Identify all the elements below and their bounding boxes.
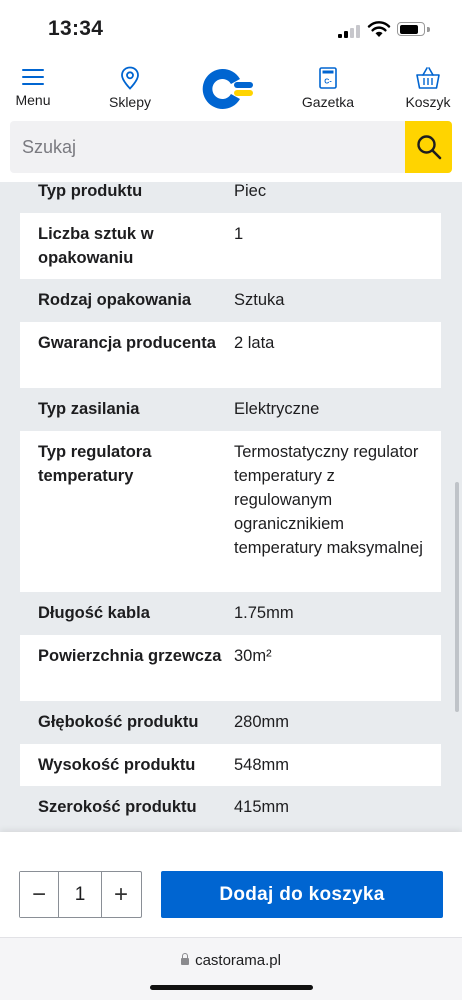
leaflet-button[interactable]	[300, 66, 356, 110]
spec-row	[20, 279, 441, 322]
spec-row	[20, 744, 441, 786]
stores-label: Sklepy	[108, 94, 152, 110]
spec-row	[20, 182, 441, 212]
spec-key: Gwarancja producenta	[38, 334, 216, 352]
spec-row	[20, 431, 441, 592]
spec-value: Sztuka	[234, 291, 285, 309]
spec-key: Szerokość produktu	[38, 798, 197, 816]
spec-row	[20, 701, 441, 744]
home-indicator	[150, 985, 313, 990]
spec-value: 2 lata	[234, 334, 275, 352]
spec-row	[20, 635, 441, 701]
decrease-quantity-button[interactable]	[20, 872, 58, 917]
minus-icon: −	[31, 880, 46, 908]
spec-row	[20, 592, 441, 635]
cart-button[interactable]	[403, 66, 453, 110]
spec-value: 1.75mm	[234, 604, 294, 622]
status-time: 13:34	[48, 17, 104, 40]
stores-button[interactable]	[106, 66, 154, 110]
spec-key: Typ regulatora temperatury	[38, 443, 152, 485]
increase-quantity-button[interactable]	[102, 872, 140, 917]
spec-row	[20, 388, 441, 431]
wifi-icon	[367, 20, 391, 38]
cart-label: Koszyk	[405, 94, 451, 110]
quantity-value[interactable]: 1	[58, 872, 102, 917]
status-bar	[0, 0, 462, 58]
signal-icon	[338, 24, 362, 38]
top-nav	[0, 58, 462, 118]
location-pin-icon	[120, 66, 140, 90]
menu-button[interactable]	[14, 66, 52, 108]
spec-key: Typ produktu	[38, 182, 143, 200]
spec-value: 548mm	[234, 756, 290, 774]
battery-icon	[397, 22, 425, 36]
spec-value: Piec	[234, 182, 267, 200]
battery-tip	[427, 27, 430, 32]
spec-row	[20, 322, 441, 388]
basket-icon	[415, 66, 441, 90]
add-to-cart-button[interactable]: Dodaj do koszyka	[161, 871, 443, 918]
hamburger-icon	[21, 66, 45, 88]
page-scrollbar[interactable]	[455, 482, 459, 712]
plus-icon: +	[113, 880, 128, 908]
search-input[interactable]	[10, 121, 405, 173]
product-specs-table	[0, 182, 462, 832]
spec-key: Liczba sztuk w opakowaniu	[38, 225, 154, 267]
spec-value: 30m²	[234, 647, 272, 665]
spec-value: 1	[234, 225, 244, 243]
leaflet-icon	[317, 66, 339, 90]
search-bar	[10, 121, 452, 173]
leaflet-label: Gazetka	[301, 94, 355, 110]
spec-key: Głębokość produktu	[38, 713, 199, 731]
spec-key: Wysokość produktu	[38, 756, 196, 774]
url-text: castorama.pl	[195, 952, 281, 969]
browser-url-bar	[0, 937, 462, 1000]
menu-label: Menu	[15, 92, 51, 108]
add-to-cart-bar	[0, 832, 462, 937]
spec-key: Typ zasilania	[38, 400, 140, 418]
spec-key: Powierzchnia grzewcza	[38, 647, 222, 665]
spec-row	[20, 786, 441, 832]
quantity-stepper	[19, 871, 142, 918]
castorama-logo[interactable]	[200, 67, 256, 111]
spec-value: 280mm	[234, 713, 290, 731]
spec-value: Termostatyczny regulator temperatury z regulowanym ogranicznikiem temperatury maksymalnej	[234, 443, 423, 557]
leaflet-icon-text: C-	[324, 78, 332, 86]
spec-value: 415mm	[234, 798, 290, 816]
spec-key: Rodzaj opakowania	[38, 291, 192, 309]
search-icon	[416, 134, 442, 160]
address-field[interactable]	[0, 952, 462, 969]
search-button[interactable]	[405, 121, 452, 173]
spec-key: Długość kabla	[38, 604, 150, 622]
spec-row	[20, 213, 441, 279]
lock-icon	[181, 958, 189, 965]
spec-value: Elektryczne	[234, 400, 320, 418]
